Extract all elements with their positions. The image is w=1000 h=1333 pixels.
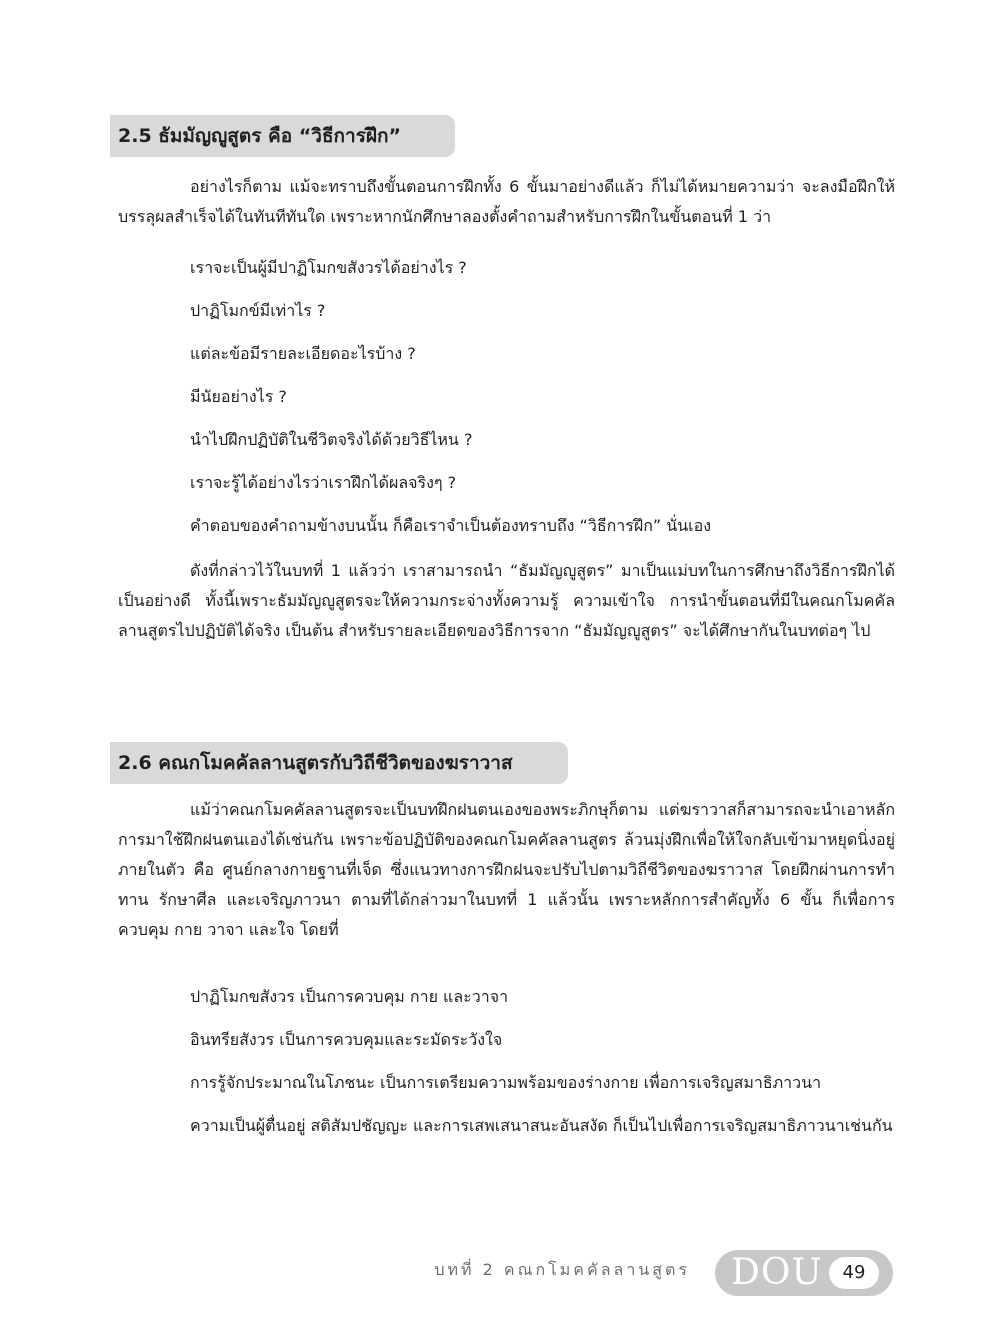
chapter-footer: บทที่ 2 คณกโมคคัลลานสูตร bbox=[434, 1260, 690, 1279]
dou-page-badge bbox=[715, 1250, 893, 1296]
section-heading-2-6: 2.6 คณกโมคคัลลานสูตรกับวิถีชีวิตของฆราวาส bbox=[110, 742, 568, 784]
question-line: นำไปฝึกปฏิบัติในชีวิตจริงได้ด้วยวิธีไหน ? bbox=[190, 430, 473, 449]
question-line: มีนัยอย่างไร ? bbox=[190, 387, 287, 406]
page-number: 49 bbox=[829, 1257, 879, 1289]
section-2-5-intro: อย่างไรก็ตาม แม้จะทราบถึงขั้นตอนการฝึกทั้ง 6 ขั้นมาอย่างดีแล้ว ก็ไม่ได้หมายความว่า จะลงมือฝึกให้บรรลุผลสำเร็จได้ในทันทีทันใด เพราะหากนักศึกษาลองตั้งคำถามสำหรับการฝึกในขั้นตอนที่ 1 ว่า bbox=[118, 177, 895, 226]
section-2-6-closing: ความเป็นผู้ตื่นอยู่ สติสัมปชัญญะ และการเสพเสนาสนะอันสงัด ก็เป็นไปเพื่อการเจริญสมาธิภาวนาเช่นกัน bbox=[190, 1116, 893, 1135]
principle-line: การรู้จักประมาณในโภชนะ เป็นการเตรียมความพร้อมของร่างกาย เพื่อการเจริญสมาธิภาวนา bbox=[190, 1073, 822, 1092]
section-2-5-closing: ดังที่กล่าวไว้ในบทที่ 1 แล้วว่า เราสามารถนำ “ธัมมัญญูสูตร” มาเป็นแม่บทในการศึกษาถึงวิธีการฝึกได้เป็นอย่างดี ทั้งนี้เพราะธัมมัญญูสูตรจะให้ความกระจ่างทั้งความรู้ ความเข้าใจ การนำขั้นตอนที่มีในคณกโมคคัลลานสูตรไปปฏิบัติได้จริง เป็นต้น สำหรับรายละเอียดของวิธีการจาก “ธัมมัญญูสูตร” จะได้ศึกษากันในบทต่อๆ ไป bbox=[118, 561, 895, 640]
question-line: ปาฏิโมกข์มีเท่าไร ? bbox=[190, 301, 326, 320]
principle-line: อินทรียสังวร เป็นการควบคุมและระมัดระวังใจ bbox=[190, 1030, 503, 1049]
question-line: แต่ละข้อมีรายละเอียดอะไรบ้าง ? bbox=[190, 344, 416, 363]
answer-line: คำตอบของคำถามข้างบนนั้น ก็คือเราจำเป็นต้องทราบถึง “วิธีการฝึก” นั่นเอง bbox=[190, 516, 712, 535]
dou-logo: DOU bbox=[731, 1252, 823, 1293]
question-line: เราจะรู้ได้อย่างไรว่าเราฝึกได้ผลจริงๆ ? bbox=[190, 473, 457, 492]
section-heading-2-5: 2.5 ธัมมัญญูสูตร คือ “วิธีการฝึก” bbox=[110, 115, 455, 157]
question-line: เราจะเป็นผู้มีปาฏิโมกขสังวรได้อย่างไร ? bbox=[190, 258, 467, 277]
section-2-6-intro: แม้ว่าคณกโมคคัลลานสูตรจะเป็นบทฝึกฝนตนเองของพระภิกษุก็ตาม แต่ฆราวาสก็สามารถจะนำเอาหลักการมาใช้ฝึกฝนตนเองได้เช่นกัน เพราะข้อปฏิบัติของคณกโมคคัลลานสูตร ล้วนมุ่งฝึกเพื่อให้ใจกลับเข้ามาหยุดนิ่งอยู่ภายในตัว คือ ศูนย์กลางกายฐานที่เจ็ด ซึ่งแนวทางการฝึกฝนจะปรับไปตามวิถีชีวิตของฆราวาส โดยฝึกผ่านการทำทาน รักษาศีล และเจริญภาวนา ตามที่ได้กล่าวมาในบทที่ 1 แล้วนั้น เพราะหลักการสำคัญทั้ง 6 ขั้น ก็เพื่อการควบคุม กาย วาจา และใจ โดยที่ bbox=[118, 800, 895, 939]
principle-line: ปาฏิโมกขสังวร เป็นการควบคุม กาย และวาจา bbox=[190, 987, 509, 1006]
